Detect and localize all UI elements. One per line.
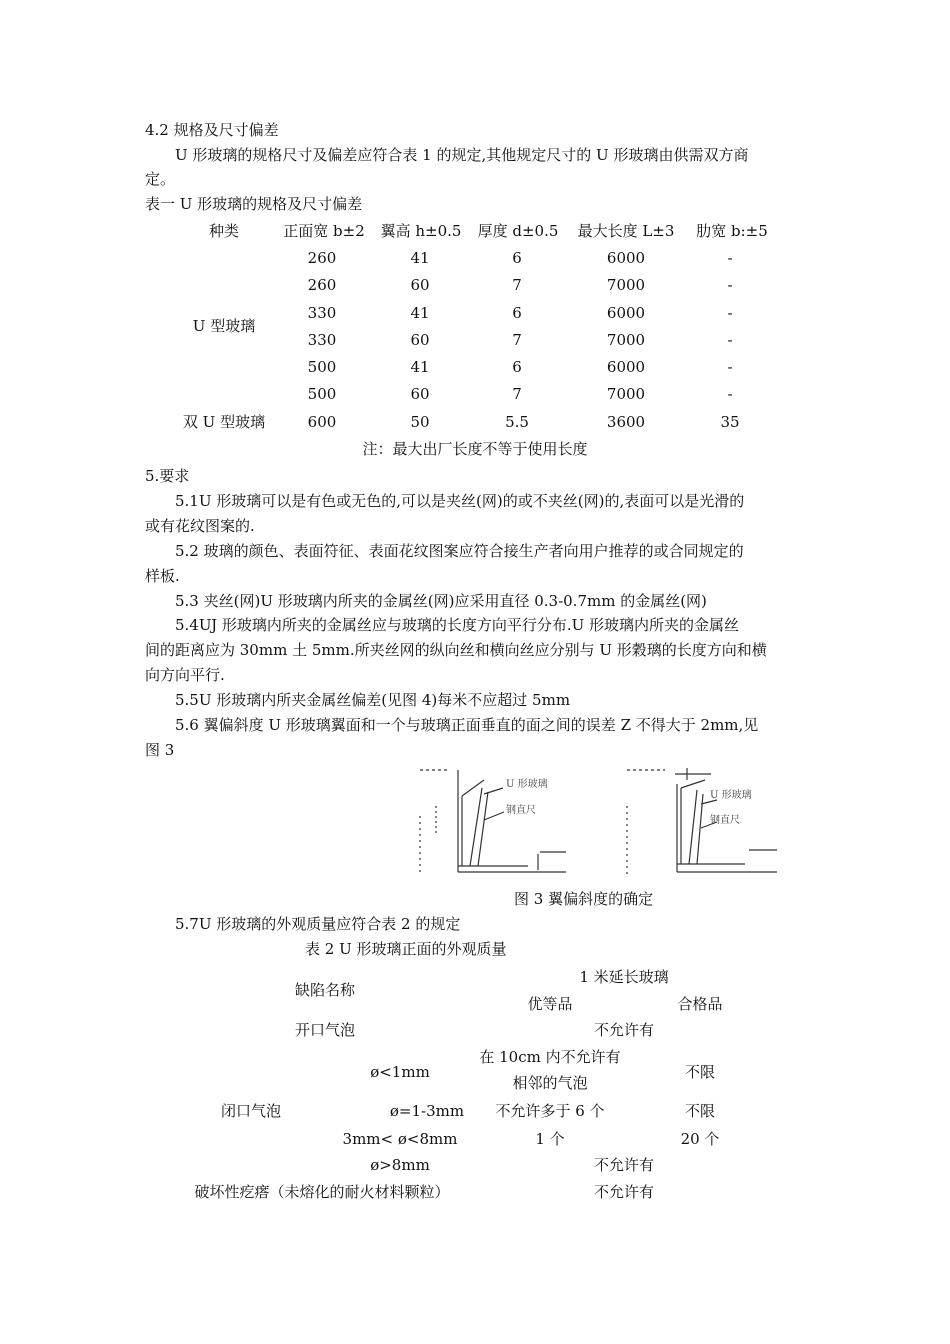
table-cell: 260 (307, 249, 337, 267)
paragraph-5-1-line1: 5.1U 形玻璃可以是有色或无色的,可以是夹丝(网)的或不夹丝(网)的,表面可以是光滑的 (175, 492, 745, 510)
table-cell: 7000 (606, 331, 646, 349)
paragraph-5-7: 5.7U 形玻璃的外观质量应符合表 2 的规定 (175, 915, 461, 933)
table-cell: 6 (512, 249, 522, 267)
table-2-header-defect: 缺陷名称 (294, 981, 356, 999)
table-cell: - (727, 358, 733, 376)
table-cell: 500 (307, 358, 337, 376)
paragraph-5-2-line1: 5.2 玻璃的颜色、表面符征、表面花纹图案应符合接生产者向用户推荐的或合同规定的 (175, 542, 744, 560)
figure-3-right-label-glass: U 形玻璃 (710, 790, 752, 801)
paragraph-5-5: 5.5U 形玻璃内所夹金属丝偏差(见图 4)每米不应超过 5mm (175, 691, 571, 709)
table-cell: 500 (307, 385, 337, 403)
table-1-header-rib: 肋宽 b:±5 (696, 222, 768, 240)
table-1-header-width: 正面宽 b±2 (283, 222, 365, 240)
table-1-caption: 表一 U 形玻璃的规格及尺寸偏差 (145, 195, 363, 213)
table-cell: 6000 (606, 249, 646, 267)
table-cell: 20 个 (680, 1130, 720, 1148)
table-1-header-type: 种类 (208, 222, 240, 240)
table-cell: 在 10cm 内不允许有 (479, 1048, 621, 1066)
table-cell: 7000 (606, 385, 646, 403)
table-1-header-thickness: 厚度 d±0.5 (477, 222, 559, 240)
paragraph-5-4-line2: 间的距离应为 30mm 土 5mm.所夹丝网的纵向丝和横向丝应分别与 U 形穀璃的长度方向和横 (145, 641, 767, 659)
table-cell: 41 (410, 304, 430, 322)
table-cell: 35 (720, 413, 740, 431)
table-cell: - (727, 331, 733, 349)
table-cell: 6 (512, 358, 522, 376)
paragraph-5-4-line3: 向方向平行. (145, 666, 225, 684)
table-1-note: 注：最大出厂长度不等于使用长度 (362, 440, 588, 458)
paragraph-5-6-line2: 图 3 (145, 741, 175, 759)
table-cell: ø<1mm (370, 1063, 430, 1081)
table-cell: 3mm< ø<8mm (342, 1130, 458, 1148)
table-cell: 7 (512, 385, 522, 403)
table-cell: - (727, 385, 733, 403)
table-cell: 330 (307, 331, 337, 349)
table-2-closed-bubble-label: 闭口气泡 (220, 1102, 282, 1120)
figure-3-left-label-glass: U 形玻璃 (506, 779, 548, 790)
paragraph-5-1-line2: 或有花纹图案的. (145, 517, 255, 535)
paragraph-5-2-line2: 样板. (145, 567, 180, 585)
table-cell: 6000 (606, 358, 646, 376)
table-cell: 600 (307, 413, 337, 431)
table-cell: - (727, 249, 733, 267)
table-1-header-length: 最大长度 L±3 (577, 222, 675, 240)
table-cell: 不允许多于 6 个 (495, 1102, 605, 1120)
table-cell: 相邻的气泡 (512, 1074, 588, 1092)
table-cell: 不限 (684, 1102, 716, 1120)
table-cell: 不限 (684, 1063, 716, 1081)
figure-3-right-label-ruler: 钢直尺 (710, 815, 740, 826)
table-cell: 1 个 (535, 1130, 565, 1148)
table-2-caption: 表 2 U 形玻璃正面的外观质量 (305, 940, 507, 958)
table-cell: ø=1-3mm (389, 1102, 465, 1120)
table-cell: 330 (307, 304, 337, 322)
table-1-header-flange: 翼高 h±0.5 (380, 222, 462, 240)
table-cell: 41 (410, 358, 430, 376)
section-4-2-paragraph-line2: 定。 (145, 170, 176, 188)
table-cell: - (727, 276, 733, 294)
table-cell: 260 (307, 276, 337, 294)
figure-3-left-label-ruler: 钢直尺 (506, 805, 536, 816)
table-cell: 50 (410, 413, 430, 431)
table-cell: 60 (410, 276, 430, 294)
table-cell: 3600 (606, 413, 646, 431)
table-cell: 开口气泡 (294, 1021, 356, 1039)
paragraph-5-6-line1: 5.6 翼偏斜度 U 形玻璃翼面和一个与玻璃正面垂直的面之间的误差 Z 不得大于 2mm,见 (175, 716, 759, 734)
table-cell: 60 (410, 385, 430, 403)
table-2-header-premium: 优等品 (527, 995, 573, 1013)
paragraph-5-4-line1: 5.4UJ 形玻璃内所夹的金属丝应与玻璃的长度方向平行分布.U 形玻璃内所夹的金属丝 (175, 616, 740, 634)
paragraph-5-3: 5.3 夹丝(网)U 形玻璃内所夹的金属丝(网)应采用直径 0.3-0.7mm 的金属丝(网) (175, 592, 707, 610)
table-cell: 不允许有 (593, 1156, 655, 1174)
table-cell: 7000 (606, 276, 646, 294)
table-cell: 不允许有 (593, 1183, 655, 1201)
section-5-heading: 5.要求 (145, 467, 190, 485)
table-cell: 不允许有 (593, 1021, 655, 1039)
table-cell: 60 (410, 331, 430, 349)
table-cell: 破坏性疙瘩（未熔化的耐火材料颗粒） (194, 1183, 450, 1201)
table-cell: 5.5 (505, 413, 529, 431)
table-1-group-u-glass: U 型玻璃 (192, 317, 256, 335)
table-cell: - (727, 304, 733, 322)
table-cell: 7 (512, 276, 522, 294)
figure-3-caption: 图 3 翼偏斜度的确定 (514, 890, 654, 908)
table-cell: 7 (512, 331, 522, 349)
section-4-2-paragraph-line1: U 形玻璃的规格尺寸及偏差应符合表 1 的规定,其他规定尺寸的 U 形玻璃由供需双方商 (175, 146, 749, 164)
table-2-header-group: 1 米延长玻璃 (579, 968, 669, 986)
table-1-group-double-u-glass: 双 U 型玻璃 (182, 413, 266, 431)
table-cell: ø>8mm (370, 1156, 430, 1174)
figure-3-right-diagram (625, 766, 780, 880)
table-cell: 41 (410, 249, 430, 267)
section-4-2-heading: 4.2 规格及尺寸偏差 (145, 121, 279, 139)
table-cell: 6000 (606, 304, 646, 322)
table-2-header-qualified: 合格品 (677, 995, 723, 1013)
table-cell: 6 (512, 304, 522, 322)
